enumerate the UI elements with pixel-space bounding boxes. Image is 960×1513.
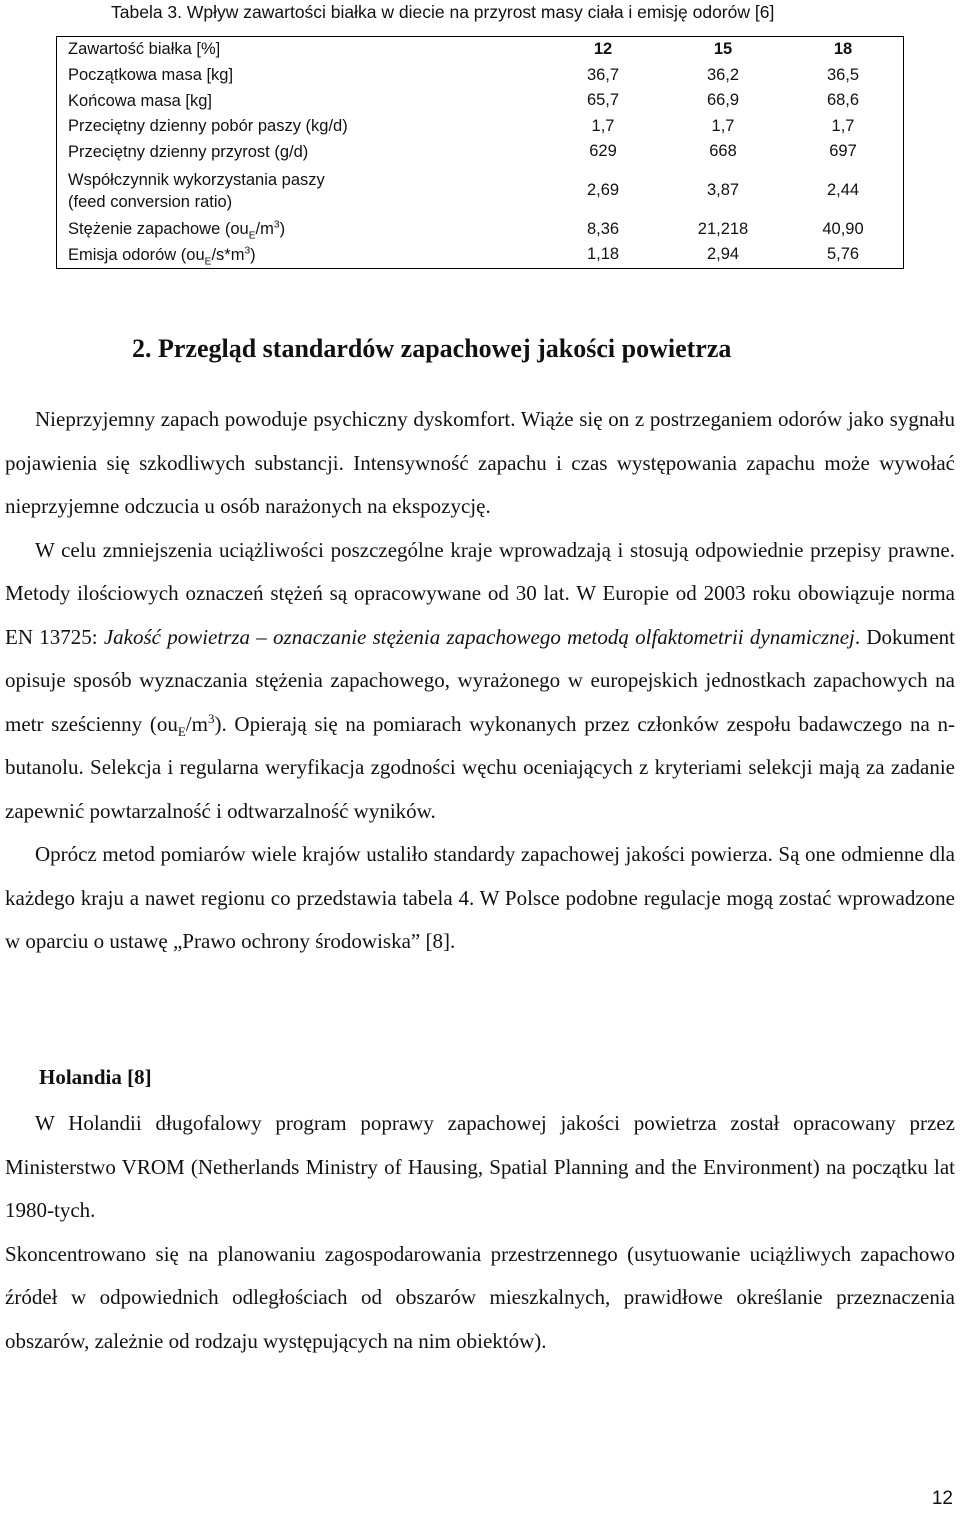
paragraph: Oprócz metod pomiarów wiele krajów ustaliło standardy zapachowej jakości powierza. Są one odmienne dla każdego kraju a nawet regionu co przedstawia tabela 4. W Polsce podobne regulacje mogą zostać wprowadzone w oparciu o ustawę „Prawo ochrony środowiska” [8]. — [5, 842, 955, 953]
header-label: Zawartość białka [%] — [68, 40, 221, 59]
label-text: /s*m — [211, 245, 245, 264]
table-cell: 2,44 — [826, 181, 860, 199]
row-label — [57, 217, 544, 243]
row-label — [57, 165, 544, 217]
paragraph: Nieprzyjemny zapach powoduje psychiczny dyskomfort. Wiąże się on z postrzeganiem odorów jako sygnału pojawienia się szkodliwych substancji. Intensywność zapachu i czas występowania zapachu może wywołać nieprzyjemne odczucia u osób narażonych na ekspozycję. — [5, 407, 955, 518]
superscript: 3 — [207, 710, 215, 726]
table-header-row — [57, 37, 904, 63]
label-text: Stężenie zapachowe (ou — [68, 220, 249, 239]
table-cell: 2,94 — [706, 245, 740, 264]
table-cell: 697 — [829, 142, 857, 161]
label-subscript: E — [248, 230, 256, 242]
table-row — [57, 63, 904, 89]
table-row — [57, 114, 904, 140]
table-cell: 3,87 — [706, 181, 740, 199]
row-label: Przeciętny dzienny pobór paszy (kg/d) — [68, 117, 348, 136]
header-cell: 18 — [833, 40, 853, 59]
body-text-block-1 — [5, 398, 955, 964]
data-table — [56, 36, 904, 269]
label-superscript: 3 — [244, 245, 251, 257]
label-text: /m — [255, 220, 274, 239]
table-row — [57, 139, 904, 165]
header-cell: 12 — [593, 40, 613, 59]
text-run: /m — [185, 711, 208, 736]
table-row — [57, 88, 904, 114]
paragraph: W Holandii długofalowy program poprawy zapachowej jakości powietrza został opracowany przez Ministerstwo VROM (Netherlands Ministry of Hausing, Spatial Planning and the Environment) na początku lat 1980-tych. — [5, 1111, 955, 1222]
table-cell: 668 — [709, 142, 737, 161]
text-run: W celu zmniejszenia uciążliwości poszczególne kraje wprowadzają i stosują odpowiednie przepisy prawne. Metody ilościowych oznaczeń stężeń są opracowywane od 30 lat. W Europie od 2003 roku obowiązuje norma EN 13725: — [5, 537, 955, 649]
paragraph — [5, 529, 955, 834]
table-cell: 5,76 — [826, 245, 860, 264]
paragraph: Skoncentrowano się na planowaniu zagospodarowania przestrzennego (usytuowanie uciążliwych zapachowo źródeł w odpowiednich odległościach od obszarów mieszkalnych, prawidłowe określanie przeznaczenia obszarów, zależnie od rodzaju występujących na nim obiektów). — [5, 1241, 955, 1353]
table-cell: 65,7 — [586, 91, 620, 110]
table-cell: 629 — [589, 142, 617, 161]
label-subscript: E — [204, 256, 212, 268]
table-cell: 2,69 — [586, 181, 620, 199]
header-cell: 15 — [713, 40, 733, 59]
text-run: . Dokument opisuje sposób wyznaczania stężenia zapachowego, wyrażonego w europejskich jednostkach zapachowych na metr sześcienny (ou — [5, 624, 955, 736]
body-text-block-2 — [5, 1102, 955, 1363]
table-row — [57, 217, 904, 243]
table-cell: 1,7 — [591, 116, 615, 135]
table-cell: 36,2 — [706, 65, 740, 84]
table-cell: 36,5 — [826, 65, 860, 84]
table-row — [57, 165, 904, 217]
table-cell: 1,7 — [711, 116, 735, 135]
row-label-line: (feed conversion ratio) — [68, 192, 233, 211]
table-cell: 1,18 — [586, 245, 620, 264]
section-heading: 2. Przegląd standardów zapachowej jakości powietrza — [132, 334, 732, 363]
table-cell: 40,90 — [822, 219, 864, 238]
table-cell: 66,9 — [706, 91, 740, 110]
table-cell: 68,6 — [826, 91, 860, 110]
page-number: 12 — [931, 1488, 953, 1509]
subscript: E — [177, 723, 186, 739]
table-cell: 8,36 — [586, 219, 620, 238]
table-cell: 21,218 — [697, 219, 749, 238]
italic-text: Jakość powietrza – oznaczanie stężenia zapachowego metodą olfaktometrii dynamicznej — [103, 624, 855, 649]
row-label: Początkowa masa [kg] — [68, 66, 234, 85]
table-cell: 36,7 — [586, 65, 620, 84]
text-run: ). Opierają się na pomiarach wykonanych przez członków zespołu badawczego na n-butanolu. Selekcja i regularna weryfikacja zgodności węchu oceniających z kryteriami selekcji mają za zadanie zapewnić powtarzalność i odtwarzalność wyników. — [5, 711, 955, 823]
row-label: Końcowa masa [kg] — [68, 91, 212, 110]
row-label-line: Współczynnik wykorzystania paszy — [68, 170, 325, 189]
label-text: ) — [250, 245, 256, 264]
label-text: ) — [279, 220, 286, 239]
row-label — [57, 242, 544, 268]
row-label: Przeciętny dzienny przyrost (g/d) — [68, 142, 309, 161]
label-superscript: 3 — [273, 219, 280, 231]
table-row — [57, 242, 904, 268]
table-caption: Tabela 3. Wpływ zawartości białka w diecie na przyrost masy ciała i emisję odorów [6] — [111, 2, 775, 22]
table-cell: 1,7 — [831, 116, 855, 135]
subheading: Holandia [8] — [39, 1065, 152, 1089]
label-text: Emisja odorów (ou — [68, 245, 205, 264]
